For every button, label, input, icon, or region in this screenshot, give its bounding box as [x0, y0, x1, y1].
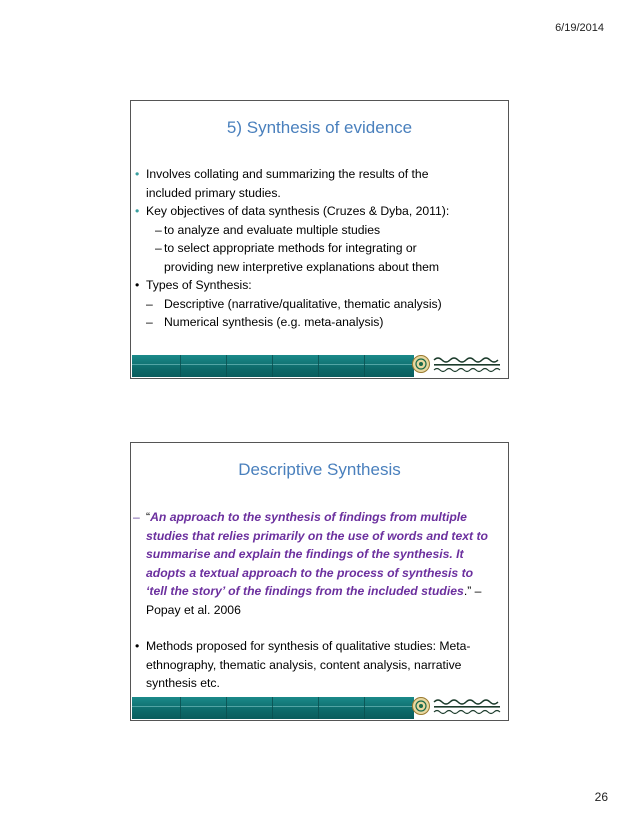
bullet-text: Types of Synthesis: — [146, 278, 252, 292]
bullet-icon: • — [135, 204, 140, 218]
slide-footer-band — [132, 355, 414, 377]
footer-divider — [318, 697, 319, 719]
footer-divider — [180, 355, 181, 377]
bullet-item — [131, 276, 504, 295]
slide-body — [131, 165, 504, 332]
footer-divider — [180, 697, 181, 719]
page-number: 26 — [594, 790, 608, 804]
bullet-text: included primary studies. — [146, 185, 281, 200]
slide-title: Descriptive Synthesis — [238, 460, 401, 479]
quote-text: adopts a textual approach to the process of synthesis to — [146, 565, 474, 580]
quote-close: .” – — [463, 584, 482, 598]
bullet-text: Involves collating and summarizing the results of the — [146, 167, 429, 181]
footer-divider — [318, 355, 319, 377]
bullet-item — [131, 165, 504, 202]
sub-item — [131, 239, 504, 276]
slide-title: 5) Synthesis of evidence — [226, 118, 413, 137]
footer-stripe — [132, 364, 414, 365]
quote-text: ‘tell the story’ of the findings from the included studies — [146, 584, 464, 598]
quote-open: “ — [146, 510, 151, 524]
bullet-text: synthesis etc. — [146, 676, 220, 690]
dash-icon: – — [146, 315, 153, 329]
quote-text: studies that relies primarily on the use of words and text to — [146, 528, 488, 543]
bullet-icon: • — [135, 639, 140, 653]
print-date: 6/19/2014 — [555, 22, 604, 34]
slide-body — [131, 508, 504, 693]
sub-item — [131, 295, 504, 314]
spacer — [131, 619, 504, 637]
dash-icon: – — [155, 222, 162, 237]
bullet-icon: • — [135, 167, 140, 181]
slide-footer-band — [132, 697, 414, 719]
sub-item — [131, 221, 504, 240]
sub-item — [131, 313, 504, 332]
dash-icon: – — [146, 296, 153, 311]
dash-icon: – — [133, 510, 140, 524]
quote-item — [131, 508, 504, 619]
bullet-item — [131, 202, 504, 221]
footer-divider — [226, 355, 227, 377]
sub-text: providing new interpretive explanations about them — [164, 259, 440, 274]
bullet-text: ethnography, thematic analysis, content analysis, narrative — [146, 657, 462, 672]
citation: Popay et al. 2006 — [146, 602, 241, 617]
footer-divider — [226, 697, 227, 719]
dash-icon: – — [155, 241, 162, 255]
bullet-text: Methods proposed for synthesis of qualitative studies: Meta- — [146, 639, 471, 653]
quote-text: An approach to the synthesis of findings from multiple — [150, 510, 467, 524]
bullet-icon: • — [135, 278, 140, 292]
university-logo-icon — [412, 695, 504, 717]
bullet-text: Key objectives of data synthesis (Cruzes & Dyba, 2011): — [146, 204, 450, 218]
slide-descriptive-synthesis — [130, 442, 509, 721]
sub-text: to select appropriate methods for integrating or — [164, 241, 417, 255]
sub-text: to analyze and evaluate multiple studies — [164, 222, 381, 237]
footer-divider — [364, 697, 365, 719]
footer-divider — [272, 697, 273, 719]
sub-text: Descriptive (narrative/qualitative, thematic analysis) — [164, 296, 442, 311]
quote-text: summarise and explain the findings of the synthesis. It — [146, 547, 464, 561]
footer-divider — [272, 355, 273, 377]
footer-divider — [364, 355, 365, 377]
slide-synthesis-of-evidence — [130, 100, 509, 379]
bullet-item — [131, 637, 504, 693]
sub-text: Numerical synthesis (e.g. meta-analysis) — [164, 315, 384, 329]
university-logo-icon — [412, 353, 504, 375]
footer-stripe — [132, 706, 414, 707]
